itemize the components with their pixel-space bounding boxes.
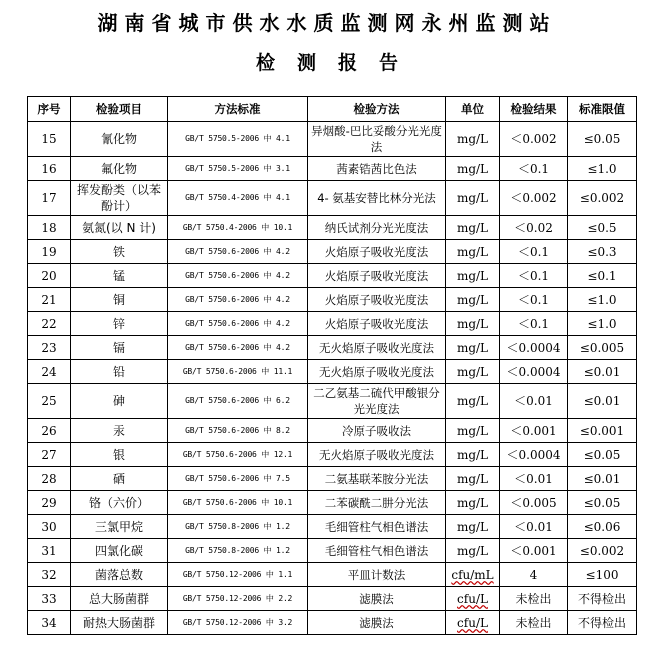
cell-no: 26 [28, 419, 71, 443]
cell-unit: mg/L [446, 384, 500, 419]
table-row [28, 122, 637, 157]
cell-item: 耐热大肠菌群 [71, 611, 168, 635]
cell-method: 二苯碳酰二肼分光法 [308, 491, 446, 515]
cell-method: 二氨基联苯胺分光法 [308, 467, 446, 491]
table-row [28, 539, 637, 563]
cell-no: 17 [28, 181, 71, 216]
cell-result: ＜0.001 [500, 539, 568, 563]
cell-unit: mg/L [446, 240, 500, 264]
cell-item: 硒 [71, 467, 168, 491]
cell-item: 锌 [71, 312, 168, 336]
table-row [28, 288, 637, 312]
unit-text: cfu/L [457, 591, 488, 606]
cell-limit: ≤0.002 [568, 539, 637, 563]
cell-item: 氨氮(以 N 计) [71, 216, 168, 240]
cell-unit: mg/L [446, 467, 500, 491]
cell-unit: mg/L [446, 336, 500, 360]
cell-no: 19 [28, 240, 71, 264]
cell-standard: GB/T 5750.12-2006 中 3.2 [168, 611, 308, 635]
cell-result: ＜0.1 [500, 288, 568, 312]
cell-limit: ≤1.0 [568, 157, 637, 181]
cell-no: 34 [28, 611, 71, 635]
cell-unit [446, 563, 500, 587]
cell-standard: GB/T 5750.6-2006 中 4.2 [168, 288, 308, 312]
cell-standard: GB/T 5750.4-2006 中 10.1 [168, 216, 308, 240]
cell-item: 铁 [71, 240, 168, 264]
table-row [28, 467, 637, 491]
cell-method: 纳氏试剂分光光度法 [308, 216, 446, 240]
cell-unit: mg/L [446, 181, 500, 216]
col-header-standard: 方法标准 [168, 97, 308, 122]
cell-unit: mg/L [446, 216, 500, 240]
cell-no: 33 [28, 587, 71, 611]
table-row [28, 611, 637, 635]
table-row [28, 515, 637, 539]
cell-no: 30 [28, 515, 71, 539]
cell-result: ＜0.1 [500, 312, 568, 336]
cell-standard: GB/T 5750.6-2006 中 6.2 [168, 384, 308, 419]
cell-limit: ≤1.0 [568, 288, 637, 312]
cell-unit: mg/L [446, 360, 500, 384]
cell-standard: GB/T 5750.6-2006 中 8.2 [168, 419, 308, 443]
cell-method: 异烟酸-巴比妥酸分光光度法 [308, 122, 446, 157]
cell-no: 15 [28, 122, 71, 157]
cell-unit: mg/L [446, 157, 500, 181]
cell-no: 31 [28, 539, 71, 563]
col-header-unit: 单位 [446, 97, 500, 122]
cell-unit: mg/L [446, 443, 500, 467]
table-row [28, 216, 637, 240]
cell-no: 27 [28, 443, 71, 467]
cell-method: 无火焰原子吸收光度法 [308, 336, 446, 360]
cell-item: 四氯化碳 [71, 539, 168, 563]
cell-item: 镉 [71, 336, 168, 360]
cell-method: 无火焰原子吸收光度法 [308, 360, 446, 384]
cell-standard: GB/T 5750.6-2006 中 11.1 [168, 360, 308, 384]
cell-result: ＜0.0004 [500, 360, 568, 384]
cell-result: ＜0.1 [500, 240, 568, 264]
table-header-row [28, 97, 637, 122]
cell-result: 未检出 [500, 611, 568, 635]
results-table [27, 96, 637, 635]
cell-limit: ≤0.01 [568, 360, 637, 384]
unit-text: cfu/mL [451, 567, 494, 582]
cell-limit: 不得检出 [568, 587, 637, 611]
cell-unit [446, 587, 500, 611]
cell-item: 锰 [71, 264, 168, 288]
cell-limit: ≤0.05 [568, 443, 637, 467]
cell-result: ＜0.002 [500, 122, 568, 157]
cell-item: 铅 [71, 360, 168, 384]
table-row [28, 360, 637, 384]
cell-limit: ≤0.3 [568, 240, 637, 264]
cell-method: 二乙氨基二硫代甲酸银分光光度法 [308, 384, 446, 419]
table-row [28, 264, 637, 288]
cell-limit: ≤0.005 [568, 336, 637, 360]
cell-standard: GB/T 5750.6-2006 中 4.2 [168, 336, 308, 360]
table-row [28, 443, 637, 467]
cell-limit: ≤0.06 [568, 515, 637, 539]
cell-no: 23 [28, 336, 71, 360]
cell-method: 火焰原子吸收光度法 [308, 264, 446, 288]
cell-result: ＜0.1 [500, 264, 568, 288]
cell-limit: ≤1.0 [568, 312, 637, 336]
cell-result: ＜0.0004 [500, 336, 568, 360]
cell-no: 22 [28, 312, 71, 336]
cell-result: ＜0.01 [500, 467, 568, 491]
table-row [28, 419, 637, 443]
table-row [28, 312, 637, 336]
cell-unit: mg/L [446, 264, 500, 288]
cell-method: 滤膜法 [308, 611, 446, 635]
cell-item: 氟化物 [71, 157, 168, 181]
cell-item: 铜 [71, 288, 168, 312]
report-subtitle: 检测报告 [255, 52, 420, 74]
cell-method: 滤膜法 [308, 587, 446, 611]
table-row [28, 563, 637, 587]
table-row [28, 181, 637, 216]
cell-result: ＜0.01 [500, 515, 568, 539]
cell-method: 火焰原子吸收光度法 [308, 312, 446, 336]
cell-result: ＜0.0004 [500, 443, 568, 467]
cell-standard: GB/T 5750.12-2006 中 2.2 [168, 587, 308, 611]
cell-method: 茜素锆茜比色法 [308, 157, 446, 181]
cell-standard: GB/T 5750.6-2006 中 4.2 [168, 312, 308, 336]
cell-limit: ≤0.002 [568, 181, 637, 216]
table-row [28, 587, 637, 611]
cell-limit: ≤0.01 [568, 384, 637, 419]
cell-limit: ≤0.1 [568, 264, 637, 288]
cell-no: 25 [28, 384, 71, 419]
col-header-no: 序号 [28, 97, 71, 122]
table-row [28, 336, 637, 360]
cell-item: 铬（六价） [71, 491, 168, 515]
cell-no: 24 [28, 360, 71, 384]
cell-method: 无火焰原子吸收光度法 [308, 443, 446, 467]
cell-result: ＜0.001 [500, 419, 568, 443]
report-title: 湖南省城市供水水质监测网永州监测站 [97, 11, 557, 35]
unit-text: cfu/L [457, 615, 488, 630]
cell-no: 21 [28, 288, 71, 312]
table-row [28, 240, 637, 264]
cell-result: 未检出 [500, 587, 568, 611]
cell-no: 18 [28, 216, 71, 240]
cell-standard: GB/T 5750.5-2006 中 3.1 [168, 157, 308, 181]
col-header-method: 检验方法 [308, 97, 446, 122]
cell-standard: GB/T 5750.6-2006 中 4.2 [168, 264, 308, 288]
cell-item: 氰化物 [71, 122, 168, 157]
table-row [28, 157, 637, 181]
cell-standard: GB/T 5750.4-2006 中 4.1 [168, 181, 308, 216]
cell-unit: mg/L [446, 491, 500, 515]
cell-result: ＜0.02 [500, 216, 568, 240]
cell-method: 火焰原子吸收光度法 [308, 240, 446, 264]
cell-no: 28 [28, 467, 71, 491]
cell-item: 总大肠菌群 [71, 587, 168, 611]
cell-item: 汞 [71, 419, 168, 443]
cell-limit: ≤0.001 [568, 419, 637, 443]
cell-standard: GB/T 5750.12-2006 中 1.1 [168, 563, 308, 587]
col-header-limit: 标准限值 [568, 97, 637, 122]
cell-unit: mg/L [446, 122, 500, 157]
cell-method: 毛细管柱气相色谱法 [308, 515, 446, 539]
cell-no: 32 [28, 563, 71, 587]
cell-method: 毛细管柱气相色谱法 [308, 539, 446, 563]
cell-method: 冷原子吸收法 [308, 419, 446, 443]
cell-item: 砷 [71, 384, 168, 419]
cell-unit [446, 611, 500, 635]
cell-no: 16 [28, 157, 71, 181]
cell-item: 银 [71, 443, 168, 467]
cell-item: 挥发酚类（以苯酚计） [71, 181, 168, 216]
cell-result: ＜0.002 [500, 181, 568, 216]
cell-method: 平皿计数法 [308, 563, 446, 587]
cell-unit: mg/L [446, 312, 500, 336]
cell-unit: mg/L [446, 515, 500, 539]
cell-standard: GB/T 5750.5-2006 中 4.1 [168, 122, 308, 157]
cell-no: 29 [28, 491, 71, 515]
cell-result: ＜0.01 [500, 384, 568, 419]
cell-unit: mg/L [446, 539, 500, 563]
cell-standard: GB/T 5750.6-2006 中 7.5 [168, 467, 308, 491]
table-row [28, 384, 637, 419]
cell-standard: GB/T 5750.6-2006 中 4.2 [168, 240, 308, 264]
table-row [28, 491, 637, 515]
cell-method: 4- 氨基安替比林分光法 [308, 181, 446, 216]
col-header-result: 检验结果 [500, 97, 568, 122]
cell-item: 菌落总数 [71, 563, 168, 587]
cell-standard: GB/T 5750.8-2006 中 1.2 [168, 515, 308, 539]
cell-unit: mg/L [446, 419, 500, 443]
cell-no: 20 [28, 264, 71, 288]
cell-standard: GB/T 5750.8-2006 中 1.2 [168, 539, 308, 563]
cell-result: 4 [500, 563, 568, 587]
cell-limit: ≤0.05 [568, 122, 637, 157]
cell-standard: GB/T 5750.6-2006 中 12.1 [168, 443, 308, 467]
cell-limit: ≤0.05 [568, 491, 637, 515]
cell-unit: mg/L [446, 288, 500, 312]
cell-method: 火焰原子吸收光度法 [308, 288, 446, 312]
cell-standard: GB/T 5750.6-2006 中 10.1 [168, 491, 308, 515]
cell-limit: ≤0.5 [568, 216, 637, 240]
cell-limit: ≤0.01 [568, 467, 637, 491]
cell-result: ＜0.1 [500, 157, 568, 181]
cell-limit: ≤100 [568, 563, 637, 587]
cell-limit: 不得检出 [568, 611, 637, 635]
cell-result: ＜0.005 [500, 491, 568, 515]
col-header-item: 检验项目 [71, 97, 168, 122]
cell-item: 三氯甲烷 [71, 515, 168, 539]
